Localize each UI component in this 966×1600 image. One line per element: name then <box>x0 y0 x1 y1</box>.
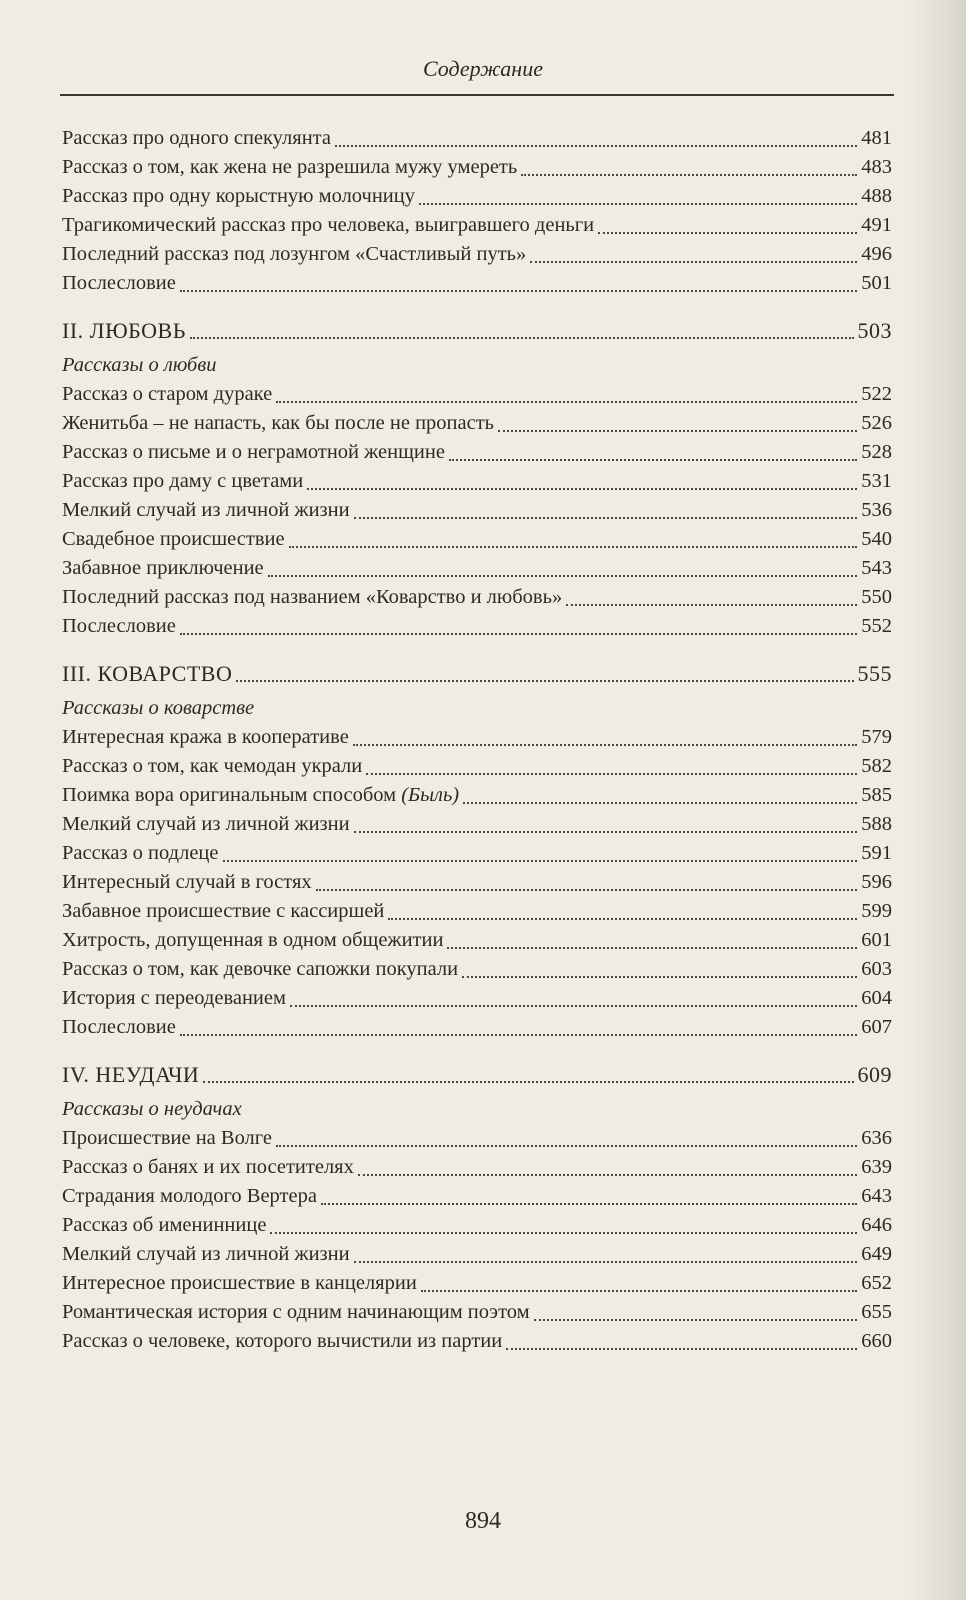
section-heading-title: II. ЛЮБОВЬ <box>62 318 186 343</box>
toc-entry <box>62 496 892 525</box>
toc-entry-page: 603 <box>861 958 892 980</box>
table-of-contents <box>62 124 892 1356</box>
section-heading-page: 555 <box>857 661 892 686</box>
toc-entry <box>62 211 892 240</box>
toc-entry-page: 496 <box>861 243 892 265</box>
toc-entry-title-text: Романтическая история с одним начинающим поэтом <box>62 1301 530 1323</box>
toc-entry-page: 588 <box>861 813 892 835</box>
section-heading <box>62 659 892 688</box>
toc-entry <box>62 984 892 1013</box>
toc-entry <box>62 1298 892 1327</box>
toc-entry-page: 601 <box>861 929 892 951</box>
section-subheading: Рассказы о неудачах <box>62 1098 242 1120</box>
toc-entry-title <box>62 781 459 810</box>
toc-entry-title-text: Женитьба – не напасть, как бы после не пропасть <box>62 412 495 434</box>
toc-entry-title <box>62 1124 272 1153</box>
toc-entry-title <box>62 1327 502 1356</box>
toc-entry-title-text: Мелкий случай из личной жизни <box>62 499 350 521</box>
toc-entry-title-text: Свадебное происшествие <box>62 528 285 550</box>
toc-entry-title <box>62 182 415 211</box>
toc-entry-title <box>62 810 350 839</box>
toc-entry-page: 528 <box>861 441 892 463</box>
toc-entry-title-text: Страдания молодого Вертера <box>62 1185 317 1207</box>
dot-leader <box>180 623 857 635</box>
dot-leader <box>270 1222 857 1234</box>
dot-leader <box>366 763 857 775</box>
toc-entry <box>62 269 892 298</box>
toc-entry <box>62 153 892 182</box>
toc-entry-title-text: Забавное происшествие с кассиршей <box>62 900 385 922</box>
toc-entry-title-text: Рассказ о письме и о неграмотной женщине <box>62 441 445 463</box>
toc-entry-page: 501 <box>861 272 892 294</box>
toc-entry-title-text: Интересная кража в кооперативе <box>62 726 349 748</box>
dot-leader <box>190 327 854 339</box>
toc-entry-title-text: Интересный случай в гостях <box>62 871 312 893</box>
toc-entry <box>62 926 892 955</box>
toc-entry-page: 536 <box>861 499 892 521</box>
toc-entry-title <box>62 955 458 984</box>
dot-leader <box>203 1071 853 1083</box>
toc-entry-title-text: История с переодеванием <box>62 987 286 1009</box>
toc-entry-title-text: Последний рассказ под названием «Коварство и любовь» <box>62 586 563 608</box>
dot-leader <box>462 966 857 978</box>
dot-leader <box>463 792 857 804</box>
toc-entry-title <box>62 839 219 868</box>
dot-leader <box>598 222 857 234</box>
toc-entry-page: 585 <box>861 784 892 806</box>
toc-entry-title-text: Мелкий случай из личной жизни <box>62 813 350 835</box>
toc-entry-page: 655 <box>861 1301 892 1323</box>
toc-entry-page: 636 <box>861 1127 892 1149</box>
toc-entry-title <box>62 723 349 752</box>
toc-entry <box>62 781 892 810</box>
dot-leader <box>180 280 857 292</box>
toc-entry-page: 604 <box>861 987 892 1009</box>
toc-entry-title <box>62 897 384 926</box>
toc-entry-title <box>62 380 272 409</box>
toc-entry-title <box>62 1211 266 1240</box>
toc-entry-title-text: Рассказ о том, как чемодан украли <box>62 755 363 777</box>
toc-entry-title-text: Послесловие <box>62 615 176 637</box>
toc-entry-page: 639 <box>861 1156 892 1178</box>
toc-entry-title-text: Трагикомический рассказ про человека, выигравшего деньги <box>62 214 595 236</box>
dot-leader <box>388 908 857 920</box>
toc-entry-page: 596 <box>861 871 892 893</box>
toc-entry-title <box>62 868 312 897</box>
toc-entry <box>62 1327 892 1356</box>
toc-entry <box>62 752 892 781</box>
toc-entry <box>62 612 892 641</box>
toc-entry-page: 652 <box>861 1272 892 1294</box>
toc-entry-title <box>62 438 445 467</box>
toc-entry <box>62 868 892 897</box>
toc-entry-page: 550 <box>861 586 892 608</box>
dot-leader <box>421 1280 857 1292</box>
toc-entry <box>62 810 892 839</box>
toc-entry-page: 481 <box>861 127 892 149</box>
toc-entry <box>62 1013 892 1042</box>
toc-entry <box>62 409 892 438</box>
toc-entry <box>62 525 892 554</box>
toc-entry-page: 649 <box>861 1243 892 1265</box>
toc-entry-page: 526 <box>861 412 892 434</box>
toc-entry-title-text: Хитрость, допущенная в одном общежитии <box>62 929 444 951</box>
toc-entry-title <box>62 926 443 955</box>
dot-leader <box>268 565 858 577</box>
page-edge-shadow <box>906 0 966 1600</box>
toc-entry <box>62 182 892 211</box>
toc-entry-page: 591 <box>861 842 892 864</box>
toc-entry <box>62 1182 892 1211</box>
toc-entry-page: 579 <box>861 726 892 748</box>
toc-entry-page: 599 <box>861 900 892 922</box>
toc-entry-page: 552 <box>861 615 892 637</box>
toc-entry-title-text: Послесловие <box>62 1016 176 1038</box>
section-heading <box>62 316 892 345</box>
toc-entry <box>62 380 892 409</box>
header-rule <box>60 94 894 96</box>
toc-entry-title <box>62 467 303 496</box>
toc-entry-title <box>62 496 350 525</box>
dot-leader <box>419 193 857 205</box>
toc-entry-title <box>62 1298 530 1327</box>
toc-entry <box>62 1153 892 1182</box>
toc-entry <box>62 839 892 868</box>
toc-entry-page: 531 <box>861 470 892 492</box>
toc-entry-title-text: Рассказ о человеке, которого вычистили из партии <box>62 1330 503 1352</box>
toc-entry <box>62 1269 892 1298</box>
toc-entry-title-text: Послесловие <box>62 272 176 294</box>
toc-entry-title <box>62 583 562 612</box>
toc-entry-title <box>62 525 285 554</box>
dot-leader <box>353 734 857 746</box>
dot-leader <box>521 164 857 176</box>
toc-entry <box>62 554 892 583</box>
toc-entry-title <box>62 1182 317 1211</box>
dot-leader <box>276 391 857 403</box>
toc-entry-title-text: Рассказ об имениннице <box>62 1214 267 1236</box>
toc-entry-title-text: Последний рассказ под лозунгом «Счастливый путь» <box>62 243 527 265</box>
toc-entry-page: 543 <box>861 557 892 579</box>
toc-entry-title <box>62 554 264 583</box>
toc-entry-page: 643 <box>861 1185 892 1207</box>
toc-entry-title <box>62 1153 354 1182</box>
section-subheading: Рассказы о коварстве <box>62 697 255 719</box>
toc-entry-title-text: Рассказ о банях и их посетителях <box>62 1156 354 1178</box>
toc-entry-page: 488 <box>861 185 892 207</box>
toc-entry <box>62 897 892 926</box>
dot-leader <box>506 1338 857 1350</box>
toc-entry <box>62 723 892 752</box>
toc-entry-page: 483 <box>861 156 892 178</box>
toc-entry-title <box>62 1013 176 1042</box>
toc-entry-page: 646 <box>861 1214 892 1236</box>
toc-entry <box>62 124 892 153</box>
toc-entry-page: 522 <box>861 383 892 405</box>
toc-entry-title-text: Рассказ про даму с цветами <box>62 470 304 492</box>
dot-leader <box>276 1135 857 1147</box>
dot-leader <box>236 670 853 682</box>
toc-entry <box>62 438 892 467</box>
toc-entry <box>62 1240 892 1269</box>
dot-leader <box>447 937 857 949</box>
section-heading-page: 503 <box>857 318 892 343</box>
dot-leader <box>354 821 858 833</box>
toc-entry-title-text: Рассказ о подлеце <box>62 842 219 864</box>
toc-entry-title-text: Мелкий случай из личной жизни <box>62 1243 350 1265</box>
toc-entry-title <box>62 153 517 182</box>
toc-entry-title-text: Рассказ о том, как жена не разрешила мужу умереть <box>62 156 518 178</box>
page-number: 894 <box>465 1508 501 1534</box>
dot-leader <box>316 879 858 891</box>
toc-entry-title <box>62 752 362 781</box>
toc-entry-title <box>62 1269 417 1298</box>
dot-leader <box>180 1024 857 1036</box>
toc-entry-page: 582 <box>861 755 892 777</box>
toc-entry-page: 607 <box>861 1016 892 1038</box>
dot-leader <box>534 1309 858 1321</box>
dot-leader <box>354 1251 858 1263</box>
toc-entry-title <box>62 612 176 641</box>
section-subheading: Рассказы о любви <box>62 354 217 376</box>
toc-entry-page: 660 <box>861 1330 892 1352</box>
toc-entry-title-text: Поимка вора оригинальным способом <box>62 784 397 806</box>
toc-entry-title-text: Рассказ о старом дураке <box>62 383 273 405</box>
section-heading <box>62 1060 892 1089</box>
toc-entry <box>62 1211 892 1240</box>
running-head: Содержание <box>422 56 543 81</box>
toc-entry-title-text: Забавное приключение <box>62 557 264 579</box>
toc-entry-title-text: Рассказ про одну корыстную молочницу <box>62 185 415 207</box>
section-heading-title: IV. НЕУДАЧИ <box>62 1062 200 1087</box>
dot-leader <box>530 251 857 263</box>
toc-entry <box>62 583 892 612</box>
toc-entry-title <box>62 269 176 298</box>
dot-leader <box>335 135 857 147</box>
dot-leader <box>289 536 858 548</box>
section-heading-page: 609 <box>857 1062 892 1087</box>
dot-leader <box>307 478 857 490</box>
toc-entry-title-text: Рассказ про одного спекулянта <box>62 127 331 149</box>
toc-entry-title <box>62 240 526 269</box>
dot-leader <box>354 507 858 519</box>
toc-entry <box>62 1124 892 1153</box>
toc-entry-title <box>62 984 286 1013</box>
toc-entry-title <box>62 1240 350 1269</box>
dot-leader <box>449 449 857 461</box>
toc-entry <box>62 467 892 496</box>
toc-entry-title-note: (Быль) <box>401 784 460 806</box>
dot-leader <box>566 594 857 606</box>
toc-entry-page: 491 <box>861 214 892 236</box>
section-heading-title: III. КОВАРСТВО <box>62 661 233 686</box>
toc-entry <box>62 955 892 984</box>
dot-leader <box>290 995 857 1007</box>
dot-leader <box>358 1164 857 1176</box>
toc-entry <box>62 240 892 269</box>
toc-entry-title <box>62 409 494 438</box>
dot-leader <box>223 850 858 862</box>
toc-entry-page: 540 <box>861 528 892 550</box>
toc-entry-title-text: Происшествие на Волге <box>62 1127 273 1149</box>
toc-entry-title-text: Рассказ о том, как девочке сапожки покупали <box>62 958 459 980</box>
toc-entry-title-text: Интересное происшествие в канцелярии <box>62 1272 417 1294</box>
toc-entry-title <box>62 124 331 153</box>
toc-entry-title <box>62 211 594 240</box>
dot-leader <box>321 1193 857 1205</box>
dot-leader <box>498 420 857 432</box>
